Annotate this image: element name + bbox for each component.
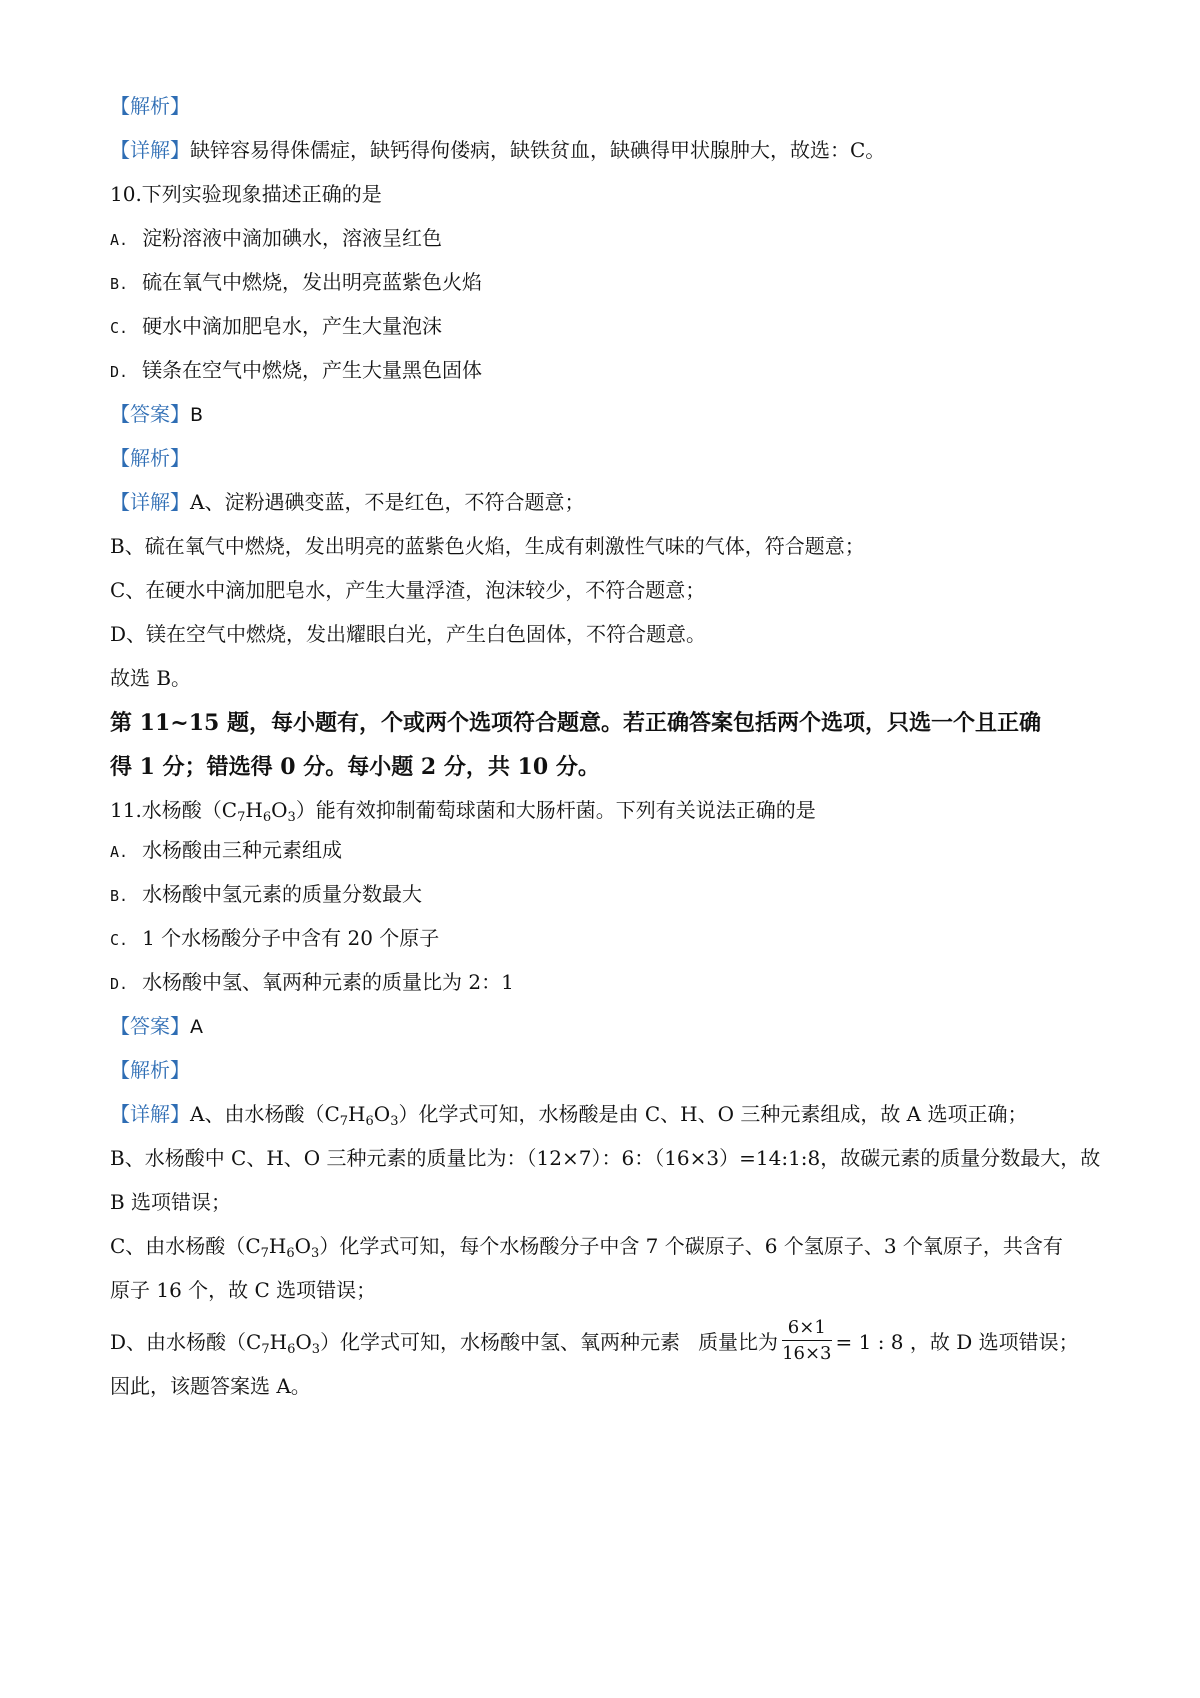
detail-text: A、由水杨酸（: [190, 1102, 325, 1126]
formula-h: H: [268, 1234, 287, 1258]
formula-c: C: [246, 1330, 262, 1354]
formula-sub: 7: [261, 1342, 270, 1357]
q10-detail-line: D、镁在空气中燃烧，发出耀眼白光，产生白色固体，不符合题意。: [110, 622, 707, 646]
q9-analysis-tag: 【解析】: [110, 94, 190, 118]
formula-sub: 6: [365, 1114, 374, 1129]
fraction-denominator: 16×3: [782, 1343, 832, 1364]
q11-option-b: [110, 880, 422, 910]
q11-detail-a: [110, 1100, 1027, 1128]
formula-sub: 3: [311, 1342, 321, 1357]
section-header-line1: 第 11~15 题，每小题有，个或两个选项符合题意。若正确答案包括两个选项，只选一个且正确: [110, 710, 1041, 736]
detail-text: = 1 : 8 ，故 D 选项错误；: [835, 1330, 1079, 1354]
formula-o: O: [271, 798, 288, 822]
formula-h: H: [269, 1330, 288, 1354]
option-letter: C.: [110, 931, 129, 949]
option-letter: A.: [110, 843, 129, 861]
q10-option-b: [110, 268, 482, 298]
q10-detail-line: C、在硬水中滴加肥皂水，产生大量浮渣，泡沫较少，不符合题意；: [110, 578, 706, 602]
formula-c: C: [324, 1102, 340, 1126]
formula-o: O: [295, 1330, 312, 1354]
option-letter: B.: [110, 275, 129, 293]
q11-detail-tag: 【详解】: [110, 1102, 190, 1126]
formula-c: C: [245, 1234, 261, 1258]
formula-sub: 3: [287, 810, 296, 825]
q9-detail: [110, 136, 885, 164]
formula-h: H: [245, 798, 263, 822]
formula-sub: 7: [260, 1246, 269, 1261]
formula-sub: 6: [262, 810, 272, 825]
formula-h: H: [348, 1102, 366, 1126]
q10-detail-line: [110, 488, 584, 516]
detail-text: ）化学式可知，每个水杨酸分子中含 7 个碳原子、6 个氢原子、3 个氧原子，共含有: [319, 1234, 1063, 1258]
option-text: 镁条在空气中燃烧，产生大量黑色固体: [142, 358, 483, 382]
q10-option-c: [110, 312, 442, 342]
q11-detail-c-line2: 原子 16 个，故 C 选项错误；: [110, 1278, 377, 1302]
q11-detail-d: [110, 1318, 1079, 1369]
q11-conclusion: 因此，该题答案选 A。: [110, 1374, 311, 1398]
detail-text: D、由水杨酸（: [110, 1330, 247, 1354]
q10-answer: [110, 400, 203, 429]
q10-stem: 10.下列实验现象描述正确的是: [110, 182, 382, 206]
detail-text: C、由水杨酸（: [110, 1234, 246, 1258]
q9-detail-tag: 【详解】: [110, 138, 190, 162]
option-letter: D.: [110, 975, 129, 993]
q11-stem-pre: 11.水杨酸（C: [110, 798, 238, 822]
option-letter: A.: [110, 231, 129, 249]
q11-stem: [110, 796, 816, 824]
detail-text: ）化学式可知，水杨酸中氢、氧两种元素: [320, 1330, 681, 1354]
q11-answer: [110, 1012, 203, 1041]
option-letter: D.: [110, 363, 129, 381]
option-text: 硫在氧气中燃烧，发出明亮蓝紫色火焰: [142, 270, 483, 294]
q10-detail-line: B、硫在氧气中燃烧，发出明亮的蓝紫色火焰，生成有刺激性气味的气体，符合题意；: [110, 534, 865, 558]
option-text: 硬水中滴加肥皂水，产生大量泡沫: [142, 314, 443, 338]
formula-sub: 7: [237, 810, 246, 825]
detail-text: 质量比为: [698, 1330, 779, 1354]
q11-stem-post: ）能有效抑制葡萄球菌和大肠杆菌。下列有关说法正确的是: [295, 798, 816, 822]
option-text: 淀粉溶液中滴加碘水，溶液呈红色: [142, 226, 443, 250]
q11-answer-value: A: [190, 1016, 203, 1038]
mass-ratio-fraction: [782, 1316, 831, 1367]
q10-detail-text: A、淀粉遇碘变蓝，不是红色，不符合题意；: [190, 490, 585, 514]
detail-text: ）化学式可知，水杨酸是由 C、H、O 三种元素组成，故 A 选项正确；: [398, 1102, 1028, 1126]
option-text: 水杨酸由三种元素组成: [142, 838, 343, 862]
q11-answer-tag: 【答案】: [110, 1014, 190, 1038]
q11-detail-c-line1: [110, 1232, 1063, 1260]
q9-detail-text: 缺锌容易得侏儒症，缺钙得佝偻病，缺铁贫血，缺碘得甲状腺肿大，故选：C。: [190, 138, 886, 162]
q11-analysis-tag: 【解析】: [110, 1058, 190, 1082]
q11-detail-b-line2: B 选项错误；: [110, 1190, 232, 1214]
formula-sub: 3: [390, 1114, 399, 1129]
formula-o: O: [294, 1234, 312, 1258]
q11-option-d: [110, 968, 514, 998]
formula-o: O: [373, 1102, 391, 1126]
q11-option-c: [110, 924, 439, 954]
option-letter: B.: [110, 887, 129, 905]
formula-sub: 6: [287, 1342, 296, 1357]
section-header-line2: 得 1 分；错选得 0 分。每小题 2 分，共 10 分。: [110, 754, 600, 780]
q10-option-a: [110, 224, 442, 254]
q10-option-d: [110, 356, 482, 386]
fraction-numerator: 6×1: [782, 1316, 831, 1341]
option-letter: C.: [110, 319, 129, 337]
formula-sub: 3: [311, 1246, 320, 1261]
formula-sub: 6: [286, 1246, 295, 1261]
option-text: 1 个水杨酸分子中含有 20 个原子: [142, 926, 440, 950]
q10-detail-tag: 【详解】: [110, 490, 190, 514]
q10-conclusion: 故选 B。: [110, 666, 192, 690]
q10-answer-tag: 【答案】: [110, 402, 190, 426]
option-text: 水杨酸中氢元素的质量分数最大: [142, 882, 423, 906]
q11-option-a: [110, 836, 342, 866]
q10-analysis-tag: 【解析】: [110, 446, 190, 470]
q11-detail-b-line1: B、水杨酸中 C、H、O 三种元素的质量比为：（12×7）：6：（16×3）=14:1:8，故碳元素的质量分数最大，故: [110, 1146, 1101, 1170]
option-text: 水杨酸中氢、氧两种元素的质量比为 2：1: [142, 970, 514, 994]
formula-sub: 7: [339, 1114, 349, 1129]
q10-answer-value: B: [190, 404, 204, 426]
